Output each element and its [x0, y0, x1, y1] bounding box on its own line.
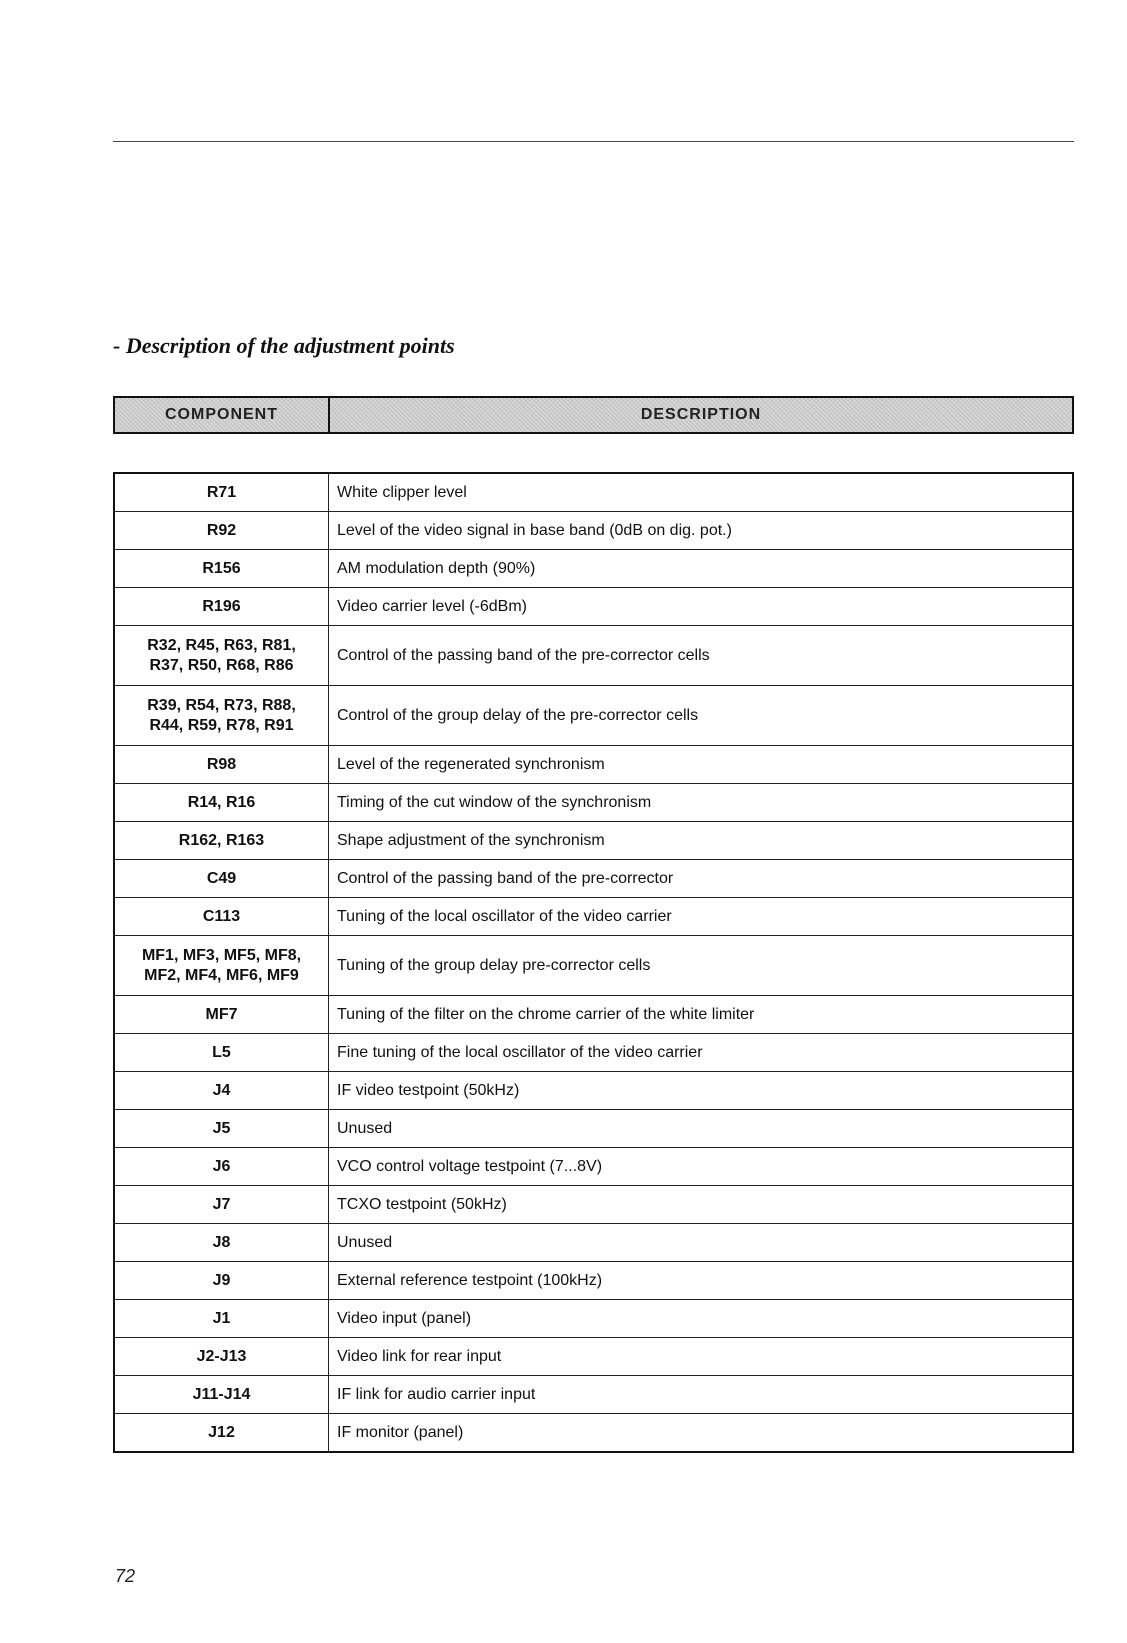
table-row — [115, 588, 1072, 626]
table-header-bar — [113, 396, 1074, 434]
description-cell: Video input (panel) — [329, 1300, 1073, 1338]
table-row — [115, 1034, 1072, 1072]
description-cell: Unused — [329, 1110, 1073, 1148]
description-cell: Video carrier level (-6dBm) — [329, 588, 1073, 626]
table-row — [115, 550, 1072, 588]
table-row — [115, 1376, 1072, 1414]
description-cell: Video link for rear input — [329, 1338, 1073, 1376]
table-row — [115, 898, 1072, 936]
page-number: 72 — [115, 1566, 136, 1586]
component-cell: L5 — [115, 1034, 329, 1072]
table-row — [115, 512, 1072, 550]
description-cell: Tuning of the local oscillator of the video carrier — [329, 898, 1073, 936]
description-cell: Level of the regenerated synchronism — [329, 746, 1073, 784]
description-cell: White clipper level — [329, 474, 1073, 512]
table-row — [115, 1300, 1072, 1338]
component-cell: C49 — [115, 860, 329, 898]
column-header-component: COMPONENT — [115, 398, 330, 432]
component-cell: R98 — [115, 746, 329, 784]
adjustment-points-table — [113, 472, 1074, 1453]
description-cell: IF video testpoint (50kHz) — [329, 1072, 1073, 1110]
description-cell: Timing of the cut window of the synchronism — [329, 784, 1073, 822]
table-row — [115, 1186, 1072, 1224]
description-cell: Level of the video signal in base band (0dB on dig. pot.) — [329, 512, 1073, 550]
table-row — [115, 822, 1072, 860]
table-row — [115, 936, 1072, 996]
description-cell: Control of the passing band of the pre-corrector — [329, 860, 1073, 898]
table-row — [115, 1148, 1072, 1186]
component-cell: MF7 — [115, 996, 329, 1034]
component-cell: J6 — [115, 1148, 329, 1186]
description-cell: AM modulation depth (90%) — [329, 550, 1073, 588]
description-cell: TCXO testpoint (50kHz) — [329, 1186, 1073, 1224]
component-cell: J8 — [115, 1224, 329, 1262]
component-cell: J11-J14 — [115, 1376, 329, 1414]
description-cell: External reference testpoint (100kHz) — [329, 1262, 1073, 1300]
table-body — [115, 474, 1072, 1451]
top-horizontal-rule — [113, 141, 1074, 142]
description-cell: Shape adjustment of the synchronism — [329, 822, 1073, 860]
table-row — [115, 626, 1072, 686]
component-cell: R14, R16 — [115, 784, 329, 822]
component-cell: R71 — [115, 474, 329, 512]
component-cell: R196 — [115, 588, 329, 626]
table-row — [115, 474, 1072, 512]
section-title: - Description of the adjustment points — [113, 333, 455, 358]
component-cell: C113 — [115, 898, 329, 936]
table-row — [115, 686, 1072, 746]
description-cell: IF monitor (panel) — [329, 1414, 1073, 1452]
table-row — [115, 1110, 1072, 1148]
description-cell: Tuning of the group delay pre-corrector cells — [329, 936, 1073, 996]
component-cell: J12 — [115, 1414, 329, 1452]
description-cell: Control of the passing band of the pre-corrector cells — [329, 626, 1073, 686]
description-cell: Tuning of the filter on the chrome carrier of the white limiter — [329, 996, 1073, 1034]
component-cell: R156 — [115, 550, 329, 588]
component-cell: R92 — [115, 512, 329, 550]
component-cell: R162, R163 — [115, 822, 329, 860]
table-row — [115, 784, 1072, 822]
component-cell: J2-J13 — [115, 1338, 329, 1376]
component-cell: MF1, MF3, MF5, MF8, MF2, MF4, MF6, MF9 — [115, 936, 329, 996]
component-cell: R32, R45, R63, R81, R37, R50, R68, R86 — [115, 626, 329, 686]
description-cell: IF link for audio carrier input — [329, 1376, 1073, 1414]
component-cell: J4 — [115, 1072, 329, 1110]
component-cell: J7 — [115, 1186, 329, 1224]
table-row — [115, 746, 1072, 784]
description-cell: VCO control voltage testpoint (7...8V) — [329, 1148, 1073, 1186]
table-row — [115, 996, 1072, 1034]
description-cell: Fine tuning of the local oscillator of the video carrier — [329, 1034, 1073, 1072]
table-row — [115, 1072, 1072, 1110]
table-row — [115, 860, 1072, 898]
component-cell: J9 — [115, 1262, 329, 1300]
component-cell: J5 — [115, 1110, 329, 1148]
table-row — [115, 1338, 1072, 1376]
table-row — [115, 1414, 1072, 1452]
component-cell: J1 — [115, 1300, 329, 1338]
table-row — [115, 1262, 1072, 1300]
column-header-description: DESCRIPTION — [640, 406, 762, 423]
table-row — [115, 1224, 1072, 1262]
description-cell: Control of the group delay of the pre-corrector cells — [329, 686, 1073, 746]
component-cell: R39, R54, R73, R88, R44, R59, R78, R91 — [115, 686, 329, 746]
description-cell: Unused — [329, 1224, 1073, 1262]
